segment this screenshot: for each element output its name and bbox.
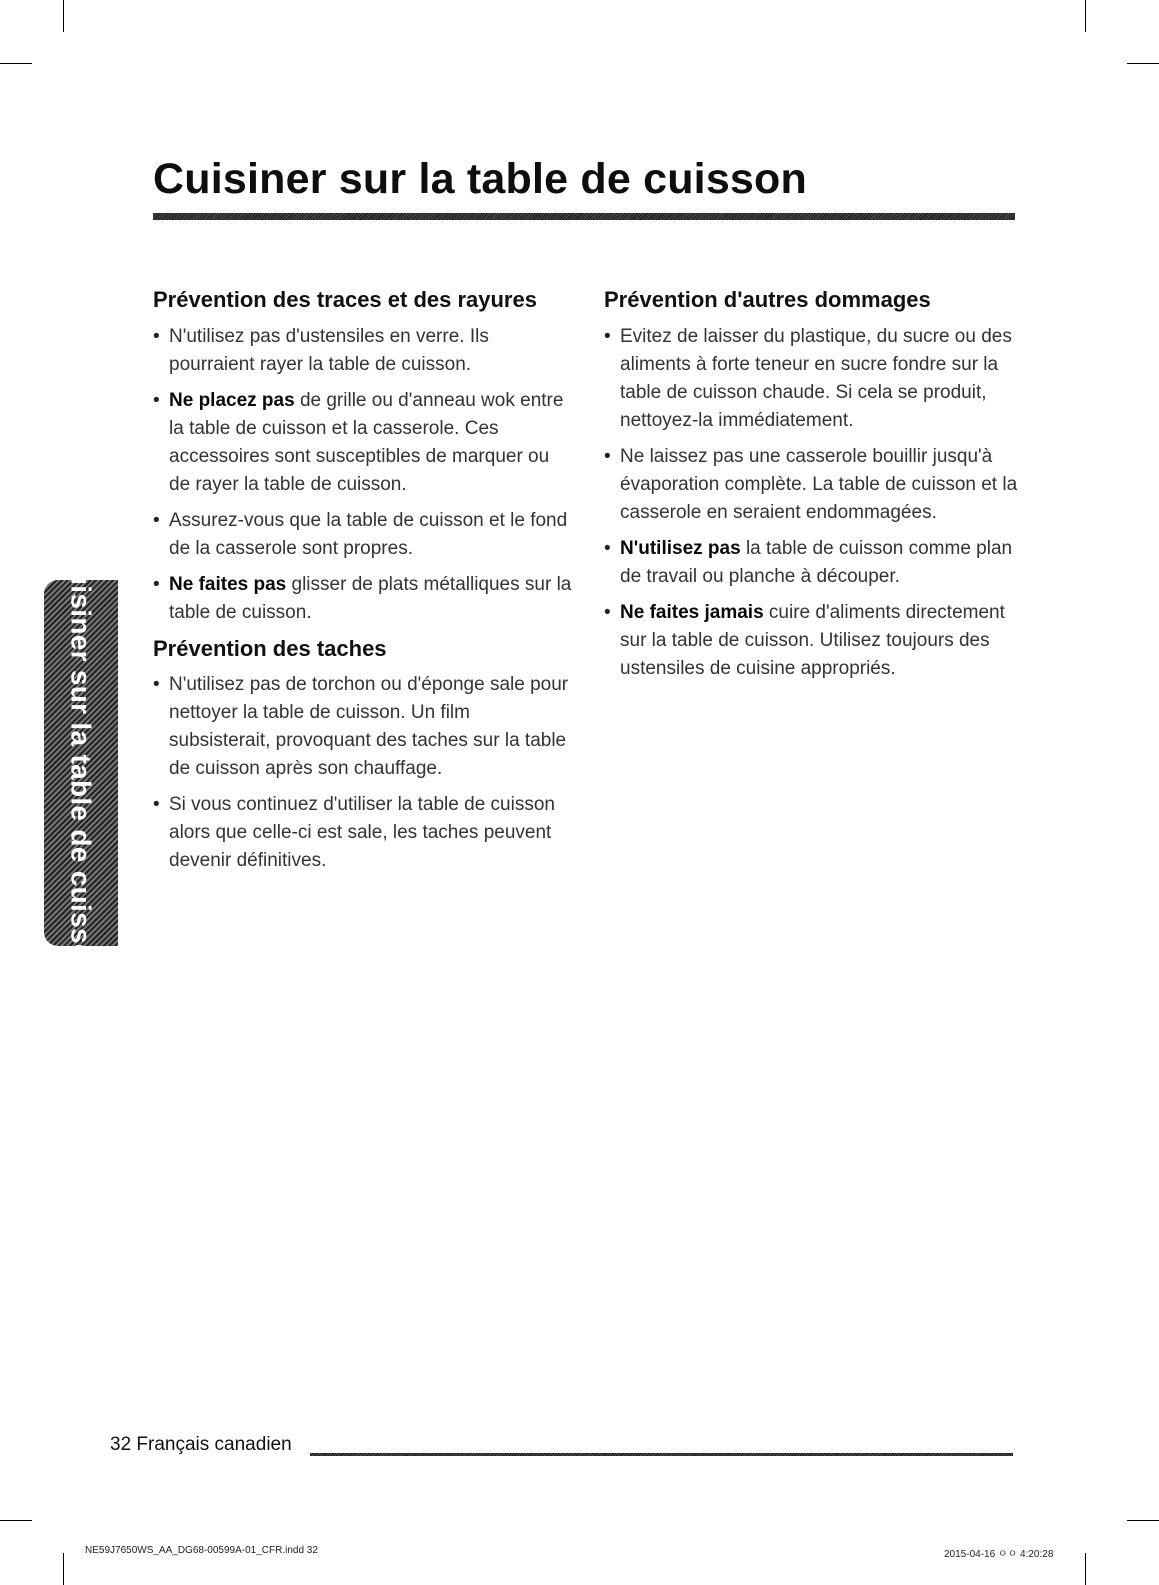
list-item-bold: Ne faites jamais: [620, 601, 764, 623]
list-item-text: N'utilisez pas de torchon ou d'éponge sale pour nettoyer la table de cuisson. Un film subsisterait, provoquant des taches sur la table de cuisson après son chauffage.: [169, 674, 569, 780]
list-item: [153, 791, 573, 875]
crop-mark: [0, 1520, 32, 1521]
section-prevention-taches: [153, 635, 573, 876]
page-number-label: 32 Français canadien: [110, 1434, 292, 1455]
crop-mark: [63, 1553, 64, 1585]
list-item-bold: Ne placez pas: [169, 389, 295, 411]
list-item: [153, 507, 573, 563]
chapter-side-tab: [44, 547, 118, 979]
crop-mark: [1085, 0, 1086, 32]
list-item-text: N'utilisez pas d'ustensiles en verre. Ils pourraient rayer la table de cuisson.: [169, 325, 489, 375]
section-title: Prévention d'autres dommages: [604, 287, 931, 312]
left-column: [153, 286, 573, 883]
list-item-text: Si vous continuez d'utiliser la table de cuisson alors que celle-ci est sale, les taches peuvent devenir définitives.: [169, 794, 555, 872]
list-item: [604, 535, 1024, 591]
list-item: [153, 571, 573, 627]
list-item-text: glisser de plats métalliques sur la table de cuisson.: [169, 573, 572, 623]
bullet-list: [604, 323, 1024, 683]
list-item-text: de grille ou d'anneau wok entre la table de cuisson et la casserole. Ces accessoires sont susceptibles de marquer ou de rayer la table de cuisson.: [169, 389, 564, 495]
bullet-list: [153, 323, 573, 627]
list-item-text: Assurez-vous que la table de cuisson et le fond de la casserole sont propres.: [169, 509, 568, 559]
section-prevention-dommages: [604, 286, 1024, 683]
footer-rule: [310, 1453, 1013, 1456]
list-item: [604, 443, 1024, 527]
list-item-text: Ne laissez pas une casserole bouillir jusqu'à évaporation complète. La table de cuisson et la casserole en seraient endommagées.: [620, 445, 1018, 523]
list-item: [153, 323, 573, 379]
list-item: [153, 671, 573, 783]
list-item: [604, 599, 1024, 683]
print-slug-filename: NE59J7650WS_AA_DG68-00599A-01_CFR.indd 32: [85, 1545, 318, 1556]
print-slug-timestamp: 2015-04-16 ㅇㅇ 4:20:28: [944, 1549, 1054, 1560]
page-title: Cuisiner sur la table de cuisson: [153, 155, 807, 203]
section-title: Prévention des traces et des rayures: [153, 287, 537, 312]
list-item: [153, 387, 573, 499]
section-title: Prévention des taches: [153, 635, 387, 661]
list-item-bold: Ne faites pas: [169, 573, 287, 595]
section-prevention-traces: [153, 286, 573, 627]
crop-mark: [1127, 1520, 1159, 1521]
crop-mark: [1085, 1553, 1086, 1585]
list-item-text: cuire d'aliments directement sur la table de cuisson. Utilisez toujours des ustensiles de cuisine appropriés.: [620, 601, 1005, 679]
chapter-side-tab-label: Cuisiner sur la table de cuisson: [66, 547, 97, 979]
list-item: [604, 323, 1024, 435]
title-rule: [153, 213, 1015, 220]
crop-mark: [1127, 63, 1159, 64]
list-item-text: Evitez de laisser du plastique, du sucre ou des aliments à forte teneur en sucre fondre sur la table de cuisson chaude. Si cela se produit, nettoyez-la immédiatement.: [620, 325, 1012, 431]
crop-mark: [0, 63, 32, 64]
right-column: [604, 286, 1024, 691]
bullet-list: [153, 671, 573, 875]
list-item-text: la table de cuisson comme plan de travail ou planche à découper.: [620, 537, 1013, 587]
list-item-bold: N'utilisez pas: [620, 537, 741, 559]
crop-mark: [63, 0, 64, 32]
